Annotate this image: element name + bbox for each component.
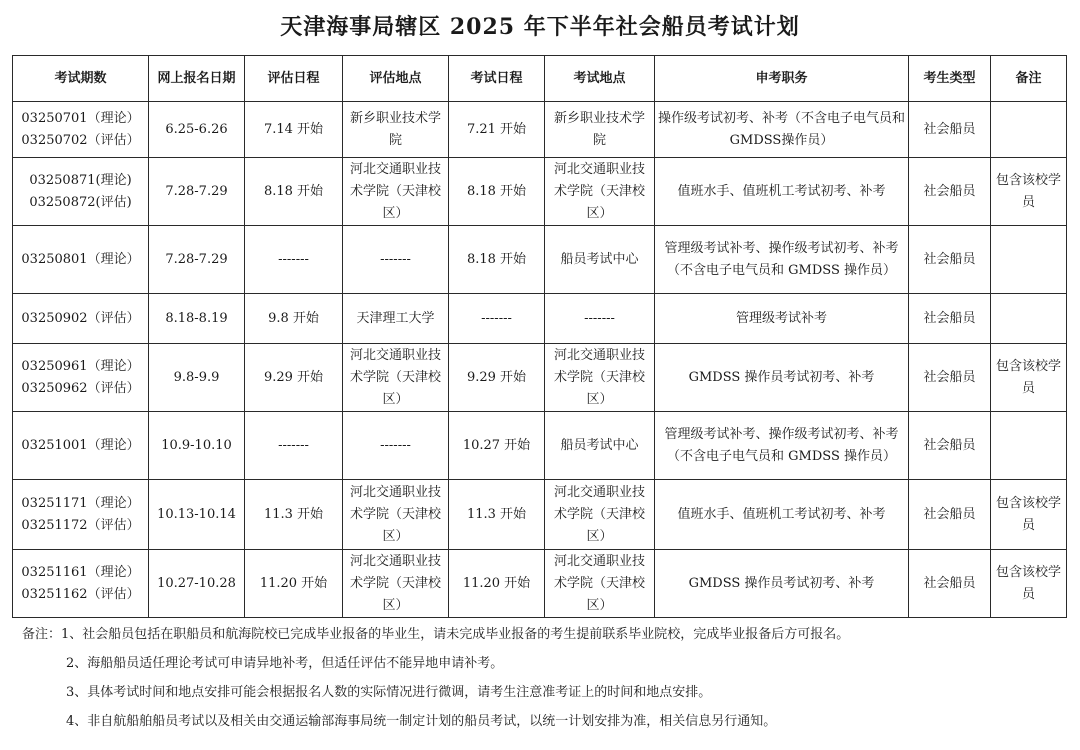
table-row bbox=[13, 294, 1067, 344]
period-theory: 03251161（理论） bbox=[21, 564, 140, 580]
period-theory: 03251171（理论） bbox=[21, 495, 140, 511]
header-remark: 备注 bbox=[991, 56, 1067, 102]
exam-date-cell: 11.20 开始 bbox=[449, 550, 545, 618]
assess-date-cell: 9.8 开始 bbox=[245, 294, 343, 344]
reg-date-cell: 10.27-10.28 bbox=[149, 550, 245, 618]
period-cell bbox=[13, 226, 149, 294]
assess-place-cell: 新乡职业技术学院 bbox=[343, 102, 449, 158]
notes-prefix: 备注： bbox=[22, 627, 62, 642]
position-cell: 值班水手、值班机工考试初考、补考 bbox=[655, 480, 909, 550]
exam-date-cell: 7.21 开始 bbox=[449, 102, 545, 158]
reg-date-cell: 7.28-7.29 bbox=[149, 226, 245, 294]
period-assess: 03251172（评估） bbox=[21, 517, 140, 533]
assess-date-cell: ------- bbox=[245, 226, 343, 294]
page-title: 天津海事局辖区 2025 年下半年社会船员考试计划 bbox=[280, 14, 800, 40]
remark-cell bbox=[991, 412, 1067, 480]
notes-section bbox=[22, 620, 1072, 736]
position-cell: 操作级考试初考、补考（不含电子电气员和GMDSS操作员） bbox=[655, 102, 909, 158]
exam-place-cell: 船员考试中心 bbox=[545, 412, 655, 480]
header-assess-place: 评估地点 bbox=[343, 56, 449, 102]
header-assess-date: 评估日程 bbox=[245, 56, 343, 102]
table-row bbox=[13, 480, 1067, 550]
exam-place-cell: ------- bbox=[545, 294, 655, 344]
period-assess: 03251162（评估） bbox=[21, 586, 140, 602]
header-period: 考试期数 bbox=[13, 56, 149, 102]
period-theory: 03250701（理论） bbox=[21, 110, 140, 126]
candidate-type-cell: 社会船员 bbox=[909, 102, 991, 158]
remark-cell bbox=[991, 102, 1067, 158]
period-cell bbox=[13, 344, 149, 412]
position-cell: 管理级考试补考、操作级考试初考、补考（不含电子电气员和 GMDSS 操作员） bbox=[655, 226, 909, 294]
period-assess: 03250902（评估） bbox=[21, 310, 140, 326]
header-exam-place: 考试地点 bbox=[545, 56, 655, 102]
assess-date-cell: 7.14 开始 bbox=[245, 102, 343, 158]
note-text: 1、社会船员包括在职船员和航海院校已完成毕业报备的毕业生，请未完成毕业报备的考生提前联系毕业院校，完成毕业报备后方可报名。 bbox=[61, 627, 850, 642]
period-cell bbox=[13, 412, 149, 480]
remark-cell bbox=[991, 294, 1067, 344]
table-header-row bbox=[13, 56, 1067, 102]
period-theory: 03251001（理论） bbox=[21, 437, 140, 453]
candidate-type-cell: 社会船员 bbox=[909, 226, 991, 294]
exam-date-cell: 10.27 开始 bbox=[449, 412, 545, 480]
period-cell bbox=[13, 158, 149, 226]
assess-date-cell: ------- bbox=[245, 412, 343, 480]
assess-place-cell: ------- bbox=[343, 226, 449, 294]
table-row bbox=[13, 550, 1067, 618]
position-cell: 值班水手、值班机工考试初考、补考 bbox=[655, 158, 909, 226]
exam-date-cell: 11.3 开始 bbox=[449, 480, 545, 550]
header-exam-date: 考试日程 bbox=[449, 56, 545, 102]
remark-cell: 包含该校学员 bbox=[991, 480, 1067, 550]
exam-place-cell: 新乡职业技术学院 bbox=[545, 102, 655, 158]
note-item: 4、非自航船舶船员考试以及相关由交通运输部海事局统一制定计划的船员考试，以统一计划安排为准，相关信息另行通知。 bbox=[66, 714, 777, 729]
exam-place-cell: 河北交通职业技术学院（天津校区） bbox=[545, 480, 655, 550]
position-cell: 管理级考试补考 bbox=[655, 294, 909, 344]
candidate-type-cell: 社会船员 bbox=[909, 480, 991, 550]
period-assess: 03250872(评估) bbox=[29, 194, 132, 210]
header-reg-date: 网上报名日期 bbox=[149, 56, 245, 102]
assess-place-cell: 河北交通职业技术学院（天津校区） bbox=[343, 158, 449, 226]
exam-place-cell: 河北交通职业技术学院（天津校区） bbox=[545, 344, 655, 412]
table-row bbox=[13, 158, 1067, 226]
remark-cell: 包含该校学员 bbox=[991, 158, 1067, 226]
note-item bbox=[22, 620, 1072, 649]
table-row bbox=[13, 412, 1067, 480]
period-cell bbox=[13, 294, 149, 344]
candidate-type-cell: 社会船员 bbox=[909, 158, 991, 226]
remark-cell: 包含该校学员 bbox=[991, 550, 1067, 618]
assess-date-cell: 8.18 开始 bbox=[245, 158, 343, 226]
reg-date-cell: 7.28-7.29 bbox=[149, 158, 245, 226]
assess-date-cell: 11.20 开始 bbox=[245, 550, 343, 618]
note-item: 3、具体考试时间和地点安排可能会根据报名人数的实际情况进行微调，请考生注意准考证上的时间和地点安排。 bbox=[66, 685, 712, 700]
assess-place-cell: 河北交通职业技术学院（天津校区） bbox=[343, 344, 449, 412]
assess-place-cell: 河北交通职业技术学院（天津校区） bbox=[343, 480, 449, 550]
period-cell bbox=[13, 480, 149, 550]
assess-place-cell: 天津理工大学 bbox=[343, 294, 449, 344]
candidate-type-cell: 社会船员 bbox=[909, 412, 991, 480]
position-cell: GMDSS 操作员考试初考、补考 bbox=[655, 550, 909, 618]
exam-place-cell: 船员考试中心 bbox=[545, 226, 655, 294]
remark-cell bbox=[991, 226, 1067, 294]
exam-date-cell: ------- bbox=[449, 294, 545, 344]
exam-date-cell: 8.18 开始 bbox=[449, 226, 545, 294]
assess-place-cell: ------- bbox=[343, 412, 449, 480]
candidate-type-cell: 社会船员 bbox=[909, 294, 991, 344]
period-assess: 03250962（评估） bbox=[21, 380, 140, 396]
reg-date-cell: 9.8-9.9 bbox=[149, 344, 245, 412]
position-cell: 管理级考试补考、操作级考试初考、补考（不含电子电气员和 GMDSS 操作员） bbox=[655, 412, 909, 480]
reg-date-cell: 10.13-10.14 bbox=[149, 480, 245, 550]
exam-date-cell: 8.18 开始 bbox=[449, 158, 545, 226]
header-candidate-type: 考生类型 bbox=[909, 56, 991, 102]
period-theory: 03250871(理论) bbox=[29, 172, 132, 188]
table-row bbox=[13, 344, 1067, 412]
candidate-type-cell: 社会船员 bbox=[909, 550, 991, 618]
exam-place-cell: 河北交通职业技术学院（天津校区） bbox=[545, 550, 655, 618]
exam-date-cell: 9.29 开始 bbox=[449, 344, 545, 412]
candidate-type-cell: 社会船员 bbox=[909, 344, 991, 412]
period-theory: 03250961（理论） bbox=[21, 358, 140, 374]
assess-date-cell: 9.29 开始 bbox=[245, 344, 343, 412]
period-assess: 03250702（评估） bbox=[21, 132, 140, 148]
period-cell bbox=[13, 102, 149, 158]
exam-plan-table bbox=[12, 55, 1067, 618]
assess-place-cell: 河北交通职业技术学院（天津校区） bbox=[343, 550, 449, 618]
remark-cell: 包含该校学员 bbox=[991, 344, 1067, 412]
reg-date-cell: 10.9-10.10 bbox=[149, 412, 245, 480]
position-cell: GMDSS 操作员考试初考、补考 bbox=[655, 344, 909, 412]
table-row bbox=[13, 226, 1067, 294]
period-cell bbox=[13, 550, 149, 618]
note-item: 2、海船船员适任理论考试可申请异地补考，但适任评估不能异地申请补考。 bbox=[66, 656, 504, 671]
period-theory: 03250801（理论） bbox=[21, 251, 140, 267]
assess-date-cell: 11.3 开始 bbox=[245, 480, 343, 550]
exam-place-cell: 河北交通职业技术学院（天津校区） bbox=[545, 158, 655, 226]
reg-date-cell: 8.18-8.19 bbox=[149, 294, 245, 344]
reg-date-cell: 6.25-6.26 bbox=[149, 102, 245, 158]
header-position: 申考职务 bbox=[655, 56, 909, 102]
table-row bbox=[13, 102, 1067, 158]
